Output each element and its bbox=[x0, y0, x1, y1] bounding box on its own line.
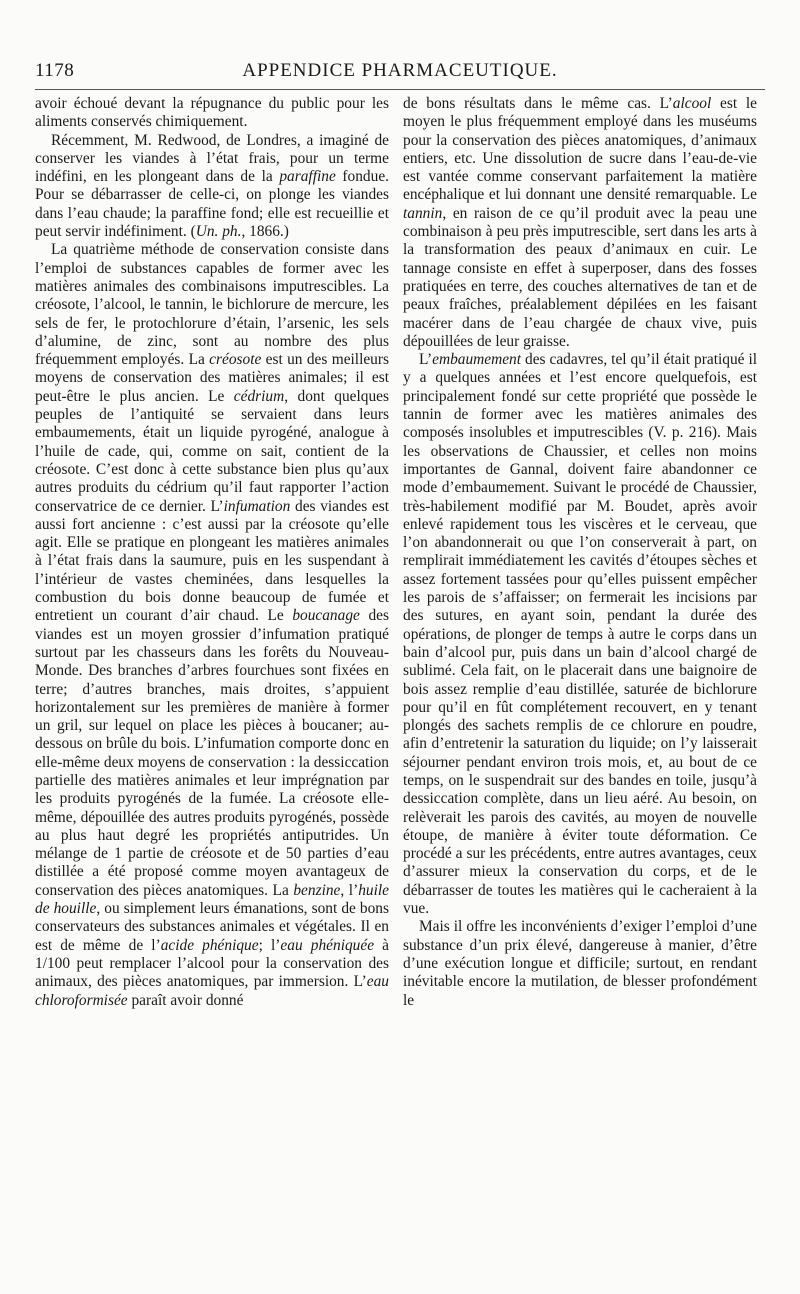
text-run: La quatrième méthode de conservation consiste dans l’emploi de substances capables de former avec les matières animales des combinaisons imputrescibles. La créosote, l’alcool, le tannin, le bichlorure de mercure, les sels de fer, le protochlorure d’étain, l’arsenic, les sels d’alumine, de zinc, sont au nombre des plus fréquemment employés. La bbox=[35, 241, 389, 369]
text-run: de bons résultats dans le même cas. L’ bbox=[403, 95, 673, 112]
text-run: ; l’ bbox=[258, 936, 281, 954]
text-run: , ou simplement leurs émanations, sont de bons conservateurs des substances animales et végétales. Il en est de même de l’ bbox=[35, 900, 389, 954]
paragraph bbox=[403, 95, 757, 351]
text-run: Mais il offre les inconvénients d’exiger l’emploi d’une substance d’un prix élevé, dangereuse à manier, d’être d’une exécution longue et difficile; surtout, en rendant inévitable encore la mutilation, de blesser profondément le bbox=[403, 918, 757, 1009]
paragraph bbox=[403, 918, 757, 1009]
paragraph bbox=[403, 351, 757, 918]
italic-term: paraffine bbox=[279, 168, 336, 186]
paragraph bbox=[35, 132, 389, 242]
text-run: des cadavres, tel qu’il était pratiqué il y a quelques années et l’est encore quelquefois, est principalement fondé sur cette propriété que possède le tannin de former avec les matières animales des composés insolubles et imputrescibles (V. p. 216). Mais les observations de Chaussier, et celles non moins importantes de Gannal, doivent faire abandonner ce mode d’embaumement. Suivant le procédé de Chaussier, très-habilement modifié par M. Boudet, après avoir enlevé rapidement tous les viscères et le cerveau, que l’on abandonnerait ou que l’on conserverait à part, on remplirait immédiatement les cavités d’étoupes sèches et assez fortement tassées pour qu’elles puissent empêcher les parois de s’affaisser; on fermerait les incisions par des sutures, en ayant soin, pendant la durée des opérations, de plonger de temps à autre le corps dans un bain d’alcool pur, puis dans un bain d’alcool chargé de sublimé. Cela fait, on le placerait dans une baignoire de bois assez remplie d’eau distillée, saturée de bichlorure pour qu’il en fût complétement recouvert, en y tenant plongés des sachets remplis de ce chlorure en poudre, afin d’entretenir la saturation du liquide; on l’y laisserait séjourner pendant environ trois mois, et, au bout de ce temps, on le suspendrait sur des bandes en toile, jusqu’à dessiccation complète, dans un lieu aéré. Au besoin, on relèverait les parois des cavités, au moyen de nouvelle étoupe, de manière à éviter toute déformation. Ce procédé a sur les précédents, entre autres avantages, ceux d’assurer mieux la conservation du corps, et de le débarrasser de toutes les matières qui le cacheraient à la vue. bbox=[403, 351, 757, 918]
italic-term: acide phénique bbox=[160, 936, 259, 954]
text-run: , l’ bbox=[340, 881, 359, 899]
header-rule bbox=[35, 89, 765, 90]
running-header bbox=[35, 60, 765, 88]
italic-term: tannin bbox=[403, 204, 443, 222]
text-run: L’ bbox=[419, 351, 433, 369]
italic-term: eau chloroformisée bbox=[35, 973, 389, 1009]
text-run: des viandes est aussi fort ancienne : c’est aussi par la créosote qu’elle agit. Elle se pratique en plongeant les matières animales à l’état frais dans la saumure, puis en les suspendant à l’intérieur de vastes cheminées, dans lesquelles la combustion du bois donne beaucoup de fumée et entretient un courant d’air chaud. Le bbox=[35, 497, 389, 625]
text-run: , 1866.) bbox=[241, 223, 289, 241]
text-run: fondue. Pour se débarrasser de celle-ci, on plonge les viandes dans l’eau chaude; la paraffine fond; elle est recueillie et peut servir indéfiniment. ( bbox=[35, 168, 390, 241]
text-run: , en raison de ce qu’il produit avec la peau une combinaison à peu près imputrescible, sert dans les arts à la transformation des peaux d’animaux en cuir. Le tannage consiste en effet à superposer, dans des fosses pratiquées en terre, des couches alternatives de tan et de peaux fraîches, préalablement dépilées en les faisant macérer dans de l’eau chargée de chaux vive, puis dépouillées de leur graisse. bbox=[403, 204, 757, 350]
text-run: Récemment, M. Redwood, de Londres, a imaginé de conserver les viandes à l’état frais, pour un terme indéfini, en les plongeant dans de la bbox=[35, 131, 389, 186]
italic-term: benzine bbox=[293, 881, 341, 899]
italic-term: embaumement bbox=[432, 351, 522, 369]
italic-term: cédrium bbox=[233, 387, 285, 405]
running-title: APPENDICE PHARMACEUTIQUE. bbox=[242, 60, 558, 81]
italic-term: infumation bbox=[223, 497, 291, 515]
paragraph bbox=[35, 241, 389, 1009]
left-column bbox=[35, 95, 389, 1010]
italic-term: créosote bbox=[209, 351, 262, 369]
paragraph bbox=[35, 95, 389, 132]
italic-term: boucanage bbox=[292, 607, 360, 625]
italic-term: alcool bbox=[672, 95, 712, 112]
page-number: 1178 bbox=[35, 60, 75, 81]
right-column bbox=[403, 95, 757, 1010]
italic-term: Un. ph. bbox=[195, 223, 242, 241]
text-run: des viandes est un moyen grossier d’infumation pratiqué surtout par les chasseurs dans les forêts du Nouveau-Monde. Des branches d’arbres fourchues sont fixées en terre; d’autres branches, mais droites, s’appuient horizontalement sur les premières de manière à former un gril, sur lequel on place les pièces à boucaner; au-dessous on brûle du bois. L’infumation comporte donc en elle-même deux moyens de conservation : la dessiccation partielle des matières animales et leur imprégnation par les produits pyrogénés de la fumée. La créosote elle-même, dépouillée des autres produits pyrogénés, possède au plus haut degré les propriétés antiputrides. Un mélange de 1 partie de créosote et de 50 parties d’eau distillée a été proposé comme moyen avantageux de conservation des pièces anatomiques. La bbox=[35, 607, 389, 899]
text-run: est un des meilleurs moyens de conservation des matières animales; il est peut-être le plus ancien. Le bbox=[35, 351, 389, 405]
text-run: avoir échoué devant la répugnance du public pour les aliments conservés chimiquement. bbox=[35, 95, 389, 131]
text-run: est le moyen le plus fréquemment employé dans les muséums pour la conservation des pièces anatomiques, d’animaux entiers, etc. Une dissolution de sucre dans l’eau-de-vie est vantée comme conservant parfaitement la matière encéphalique et lui donnant une densité remarquable. Le bbox=[403, 95, 757, 204]
text-run: à 1/100 peut remplacer l’alcool pour la conservation des animaux, des pièces anatomiques, par immersion. L’ bbox=[35, 936, 389, 991]
italic-term: eau phéniquée bbox=[280, 936, 375, 954]
text-run: paraît avoir donné bbox=[127, 991, 244, 1009]
text-run: , dont quelques peuples de l’antiquité se servaient dans leurs embaumements, était un liquide pyrogéné, analogue à l’huile de cade, qui, comme on sait, contient de la créosote. C’est donc à cette substance bien plus qu’aux autres produits du cédrium qu’il faut rapporter l’action conservatrice de ce dernier. L’ bbox=[35, 387, 389, 515]
italic-term: huile de houille bbox=[35, 881, 389, 918]
